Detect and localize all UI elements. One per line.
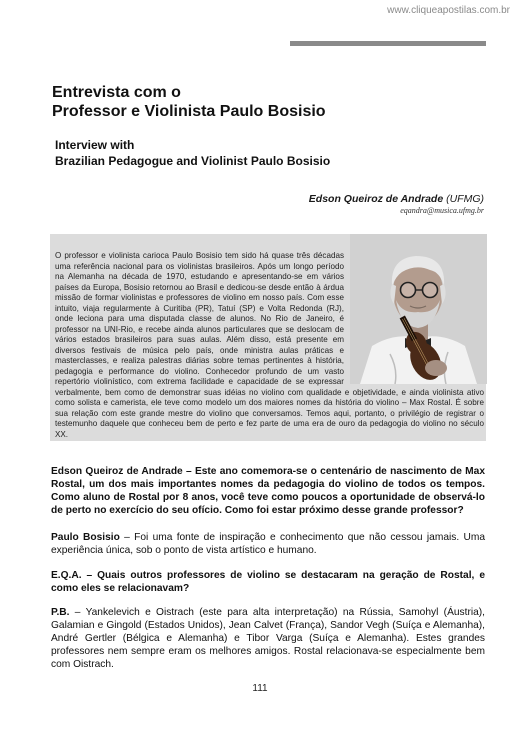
answer-1-speaker: Paulo Bosisio [51,532,120,543]
portrait-icon [350,234,487,384]
answer-2 [51,606,485,671]
author-name: Edson Queiroz de Andrade [308,193,444,205]
watermark-url: www.cliqueapostilas.com.br [387,5,510,16]
subtitle-line-2: Brazilian Pedagogue and Violinist Paulo Bosisio [55,154,331,168]
question-2: E.Q.A. – Quais outros professores de violino se destacaram na geração de Rostal, e como eles se relacionavam? [51,570,485,594]
question-1: Edson Queiroz de Andrade – Este ano comemora-se o centenário de nascimento de Max Rostal, um dos mais importantes nomes da pedagogia do violino de todos os tempos. Como aluno de Rostal por 8 anos, você teve como poucos a oportunidade de observá-lo de perto no exercício do seu ofício. Como foi estar próximo desse grande professor? [51,466,485,516]
page-number: 111 [252,683,268,694]
title-line-1: Entrevista com o [52,84,181,101]
answer-2-text: – Yankelevich e Oistrach (este para alta interpretação) na Rússia, Samohyl (Áustria), Galamian e Gingold (Estados Unidos), Jean Calvet (França), Sandor Vegh (Suíça e Alemanha), André Gertler (Bélgica e Alemanha) e Tibor Varga (Suíça e Alemanha). Estes grandes professores nem sempre eram os melhores amigos. Rostal relacionava-se especialmente bem com Oistrach. [51,607,485,670]
answer-1-text: – Foi uma fonte de inspiração e conhecimento que não cessou jamais. Uma experiência única, sob o ponto de vista artístico e humano. [51,532,485,556]
author-block [309,193,484,216]
answer-1 [51,531,485,557]
subtitle-line-1: Interview with [55,138,135,152]
answer-2-speaker: P.B. [51,607,70,618]
article-title [52,83,326,121]
author-email: eqandra@musica.ufmg.br [400,206,484,215]
abstract-text: O professor e violinista carioca Paulo Bosisio tem sido há quase três décadas uma referência nacional para os violinistas brasileiros. Após um longo período na Alemanha na década de 1970, estudando e apresentando-se em vários países da Europa, Bosisio retornou ao Brasil e dedicou-se desde então à árdua missão de formar violinistas e professores de violino em nosso país. Com esse intuito, viaja regularmente à Curitiba (PR), Tatuí (SP) e Volta Redonda (RJ), onde leciona para uma disputada classe de alunos. No Rio de Janeiro, é professor na UNI-Rio, e recebe ainda alunos particulares que se deslocam de vários estados brasileiros para suas aulas. Além disso, está presente em diversos festivais de música pelo país, onde ministra aulas práticas e masterclasses, e realiza palestras diárias sobre temas pertinentes à história, pedagogia e performance do violino. Conhecedor profundo de um vasto repertório violinístico, com extrema facilidade e capacidade de se expressar verbalmente, bem como de demonstrar suas idéias no violino com qualidade e objetividade, e ainda violinista ativo como solista e camerista, ele teve como modelo um dos maiores nomes da história do violino – Max Rostal. É sobre sua relação com este grande mestre do violino que conversamos. Temos aqui, portanto, o privilégio de registrar o testemunho daquele que conheceu bem de perto e fez parte de uma era de ouro da pedagogia do violino no século XX. [55,251,484,439]
abstract-text-container [55,251,484,440]
author-affiliation: (UFMG) [446,193,484,205]
header-rule [290,41,486,46]
title-line-2: Professor e Violinista Paulo Bosisio [52,103,326,120]
portrait-photo-violinist [350,234,487,384]
article-subtitle [55,137,330,169]
abstract-box [50,234,486,441]
